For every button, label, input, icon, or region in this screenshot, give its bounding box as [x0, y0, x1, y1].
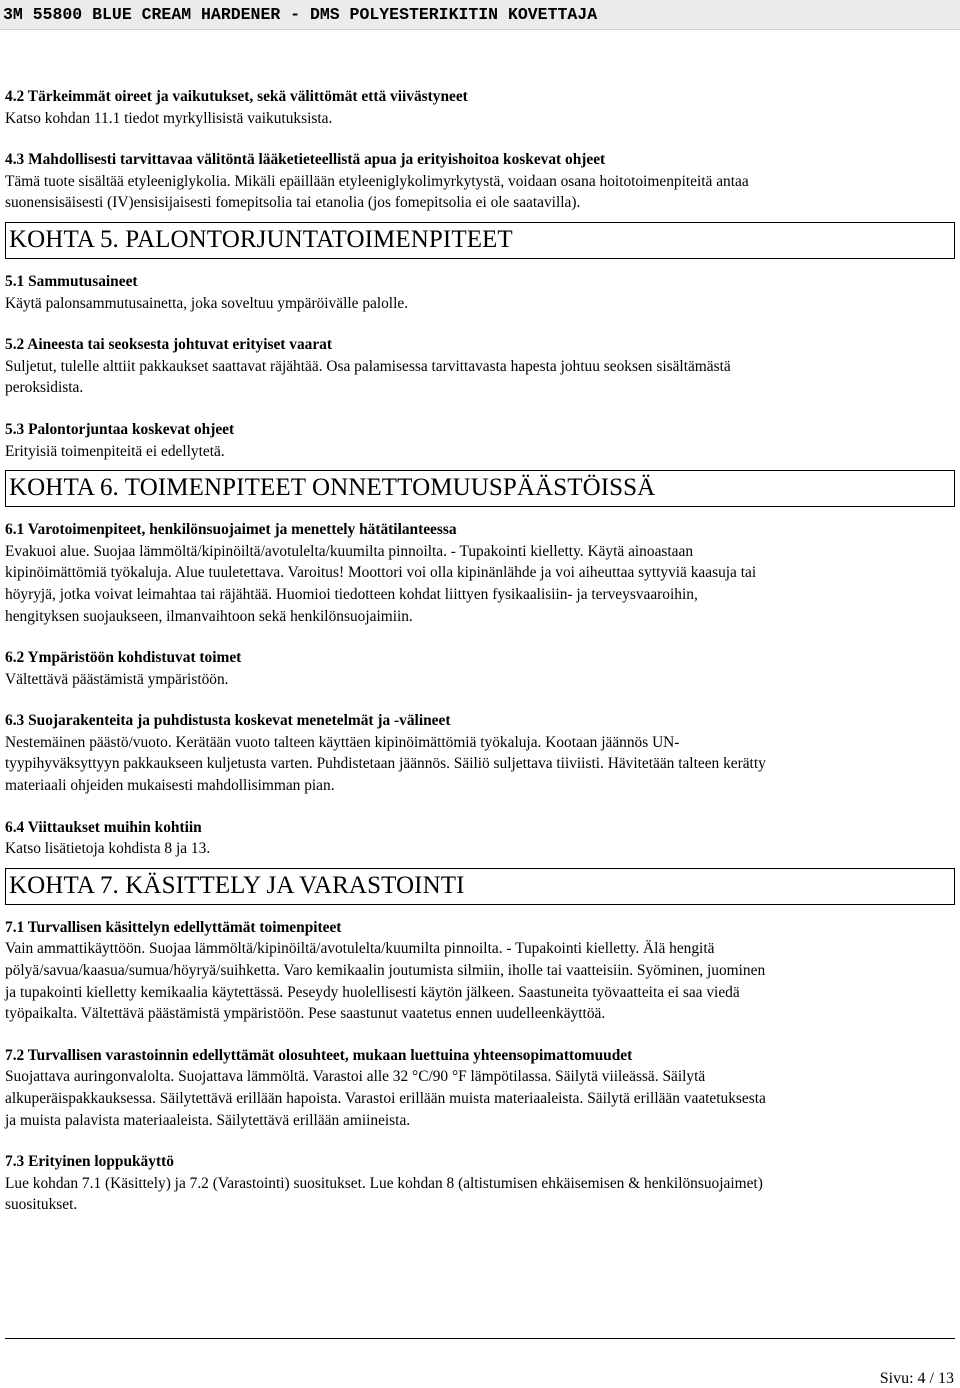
section-6-title: KOHTA 6. TOIMENPITEET ONNETTOMUUSPÄÄSTÖISSÄ [5, 470, 955, 507]
subsection-4-2 [5, 86, 955, 129]
subsection-heading: 7.1 Turvallisen käsittelyn edellyttämät toimenpiteet [5, 918, 342, 936]
subsection-5-2 [5, 334, 955, 399]
subsection-5-3 [5, 419, 955, 462]
paragraph-line: suonensisäisesti (IV)ensisijaisesti fomepitsolia tai etanolia (jos fomepitsolia ei ole saatavilla). [5, 194, 581, 212]
section-5-title: KOHTA 5. PALONTORJUNTATOIMENPITEET [5, 222, 955, 259]
document-header-bar [0, 0, 960, 30]
paragraph-line: Evakuoi alue. Suojaa lämmöltä/kipinöiltä/avotulelta/kuumilta pinnoilta. - Tupakointi kielletty. Käytä ainoastaan [5, 542, 694, 560]
subsection-heading: 6.3 Suojarakenteita ja puhdistusta koskevat menetelmät ja -välineet [5, 712, 451, 730]
subsection-6-3 [5, 710, 955, 796]
paragraph-line: Vain ammattikäyttöön. Suojaa lämmöltä/kipinöiltä/avotulelta/kuumilta pinnoilta. - Tupakointi kielletty. Älä hengitä [5, 940, 715, 958]
paragraph-line: pölyä/savua/kaasua/sumua/höyryä/suihketta. Varo kemikaalin joutumista silmiin, iholle tai vaatteisiin. Syöminen, juominen [5, 962, 766, 980]
paragraph-line: Katso lisätietoja kohdista 8 ja 13. [5, 840, 211, 858]
subsection-7-3 [5, 1151, 955, 1216]
paragraph-line: peroksidista. [5, 379, 84, 397]
subsection-heading: 6.2 Ympäristöön kohdistuvat toimet [5, 649, 242, 667]
paragraph-line: kipinöimättömiä työkaluja. Alue tuuletettava. Varoitus! Moottori voi olla kipinänlähde ja voi aiheuttaa syttyviä kaasuja tai [5, 564, 757, 582]
section-7-title: KOHTA 7. KÄSITTELY JA VARASTOINTI [5, 868, 955, 905]
subsection-heading: 6.4 Viittaukset muihin kohtiin [5, 818, 202, 836]
subsection-heading: 4.2 Tärkeimmät oireet ja vaikutukset, sekä välittömät että viivästyneet [5, 88, 468, 105]
paragraph-line: Vältettävä päästämistä ympäristöön. [5, 670, 229, 688]
subsection-heading: 7.2 Turvallisen varastoinnin edellyttämät olosuhteet, mukaan luettuina yhteensopimattomuudet [5, 1046, 633, 1064]
paragraph-line: suositukset. [5, 1196, 78, 1214]
paragraph-line: Nestemäinen päästö/vuoto. Kerätään vuoto talteen käyttäen kipinöimättömiä työkaluja. Kootaan jäännös UN- [5, 733, 680, 751]
subsection-heading: 5.2 Aineesta tai seoksesta johtuvat erityiset vaarat [5, 336, 332, 354]
subsection-heading: 5.1 Sammutusaineet [5, 272, 138, 290]
paragraph-line: ja tupakointi kielletty kemikaalia käytettässä. Peseydy huolellisesti käytön jälkeen. Saastuneita työvaatteita ei saa viedä [5, 983, 740, 1001]
paragraph-line: materiaali ohjeiden mukaisesti mahdollisimman pian. [5, 777, 335, 795]
subsection-7-2 [5, 1045, 955, 1131]
paragraph-line: Suljetut, tulelle alttiit pakkaukset saattavat räjähtää. Osa palamisessa tarvittavasta hapesta johtuu seoksen sisältämästä [5, 357, 731, 375]
subsection-heading: 6.1 Varotoimenpiteet, henkilönsuojaimet ja menettely hätätilanteessa [5, 521, 457, 539]
subsection-6-2 [5, 647, 955, 690]
paragraph-line: tyypihyväksyttyyn pakkaukseen kuljetusta varten. Puhdistetaan jäännös. Säiliö suljettava tiiviisti. Hävitetään talteen kerätty [5, 755, 766, 773]
paragraph-line: hengityksen suojaukseen, ilmanvaihtoon sekä henkilönsuojaimiin. [5, 607, 413, 625]
subsection-4-3 [5, 149, 955, 214]
paragraph-line: työpaikalta. Vältettävä päästämistä ympäristöön. Pese saastunut vaatetus ennen uudelleenkäyttöä. [5, 1005, 606, 1023]
paragraph-line: Erityisiä toimenpiteitä ei edellytetä. [5, 442, 225, 460]
paragraph-line: Katso kohdan 11.1 tiedot myrkyllisistä vaikutuksista. [5, 109, 333, 127]
subsection-7-1 [5, 917, 955, 1025]
paragraph-line: höyryjä, jotka voivat leimahtaa tai räjähtää. Huomioi tiedotteen kohdat liittyen fysikaalisiin- ja terveysvaaroihin, [5, 585, 698, 603]
document-title: 3M 55800 BLUE CREAM HARDENER - DMS POLYESTERIKITIN KOVETTAJA [3, 5, 598, 24]
subsection-6-4 [5, 817, 955, 860]
paragraph-line: ja muista palavista materiaaleista. Säilytettävä erillään amiineista. [5, 1111, 411, 1129]
page-number: Sivu: 4 / 13 [879, 1370, 954, 1387]
subsection-6-1 [5, 519, 955, 627]
footer-divider [5, 1338, 955, 1339]
paragraph-line: Suojattava auringonvalolta. Suojattava lämmöltä. Varastoi alle 32 °C/90 °F lämpötilassa. Säilytä viileässä. Säilytä [5, 1068, 706, 1086]
subsection-5-1 [5, 271, 955, 314]
paragraph-line: Tämä tuote sisältää etyleeniglykolia. Mikäli epäillään etyleeniglykolimyrkytystä, voidaan osana hoitotoimenpiteitä antaa [5, 172, 749, 190]
subsection-heading: 7.3 Erityinen loppukäyttö [5, 1153, 174, 1171]
paragraph-line: Lue kohdan 7.1 (Käsittely) ja 7.2 (Varastointi) suositukset. Lue kohdan 8 (altistumisen ehkäisemisen & henkilönsuojaimet) [5, 1174, 763, 1192]
paragraph-line: Käytä palonsammutusainetta, joka soveltuu ympäröivälle palolle. [5, 294, 409, 312]
paragraph-line: alkuperäispakkauksessa. Säilytettävä erillään hapoista. Varastoi erillään muista materiaaleista. Säilytä erillään vaatetuksesta [5, 1090, 766, 1107]
subsection-heading: 4.3 Mahdollisesti tarvittavaa välitöntä lääketieteellistä apua ja erityishoitoa koskevat ohjeet [5, 151, 606, 169]
subsection-heading: 5.3 Palontorjuntaa koskevat ohjeet [5, 420, 235, 438]
document-body [5, 86, 955, 1216]
